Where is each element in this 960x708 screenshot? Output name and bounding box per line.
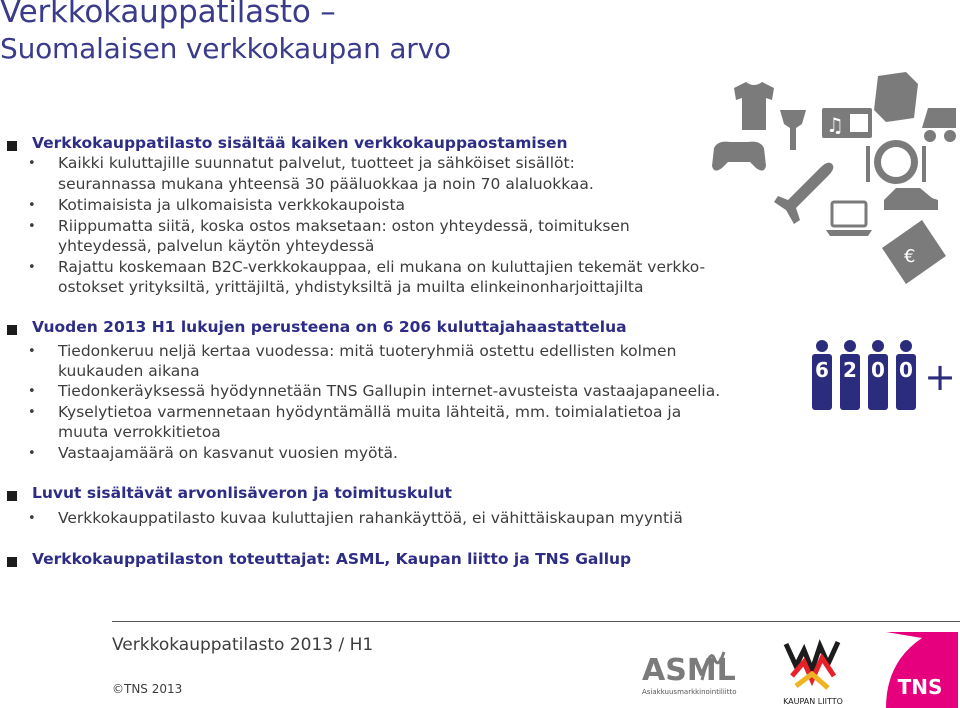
asml-wordmark: ASML <box>642 653 736 688</box>
tshirt-icon <box>734 82 774 130</box>
euro-note-icon <box>882 220 946 284</box>
tns-logo <box>882 632 958 708</box>
respondent-counter <box>810 340 960 420</box>
bullet-text: Riippumatta siitä, koska ostos maksetaan: oston yhteydessä, toimituksen <box>58 217 630 235</box>
svg-text:€: € <box>904 246 916 267</box>
stroller-icon <box>922 108 956 142</box>
counter-plus: + <box>924 355 956 399</box>
title-line-2: Suomalaisen verkkokaupan arvo <box>0 32 451 65</box>
footer-divider <box>112 621 960 622</box>
bullet-text: seurannassa mukana yhteensä 30 pääluokkaa ja noin 70 alaluokkaa. <box>58 175 594 193</box>
bullet-text: Kyselytietoa varmennetaan hyödyntämällä muita lähteitä, mm. toimialatietoa ja <box>58 403 682 421</box>
asml-subtitle: Asiakkuusmarkkinointiliitto <box>642 688 737 696</box>
asml-logo <box>640 646 745 698</box>
section-heading: Verkkokauppatilasto sisältää kaiken verkkokauppaostamisen <box>32 134 568 152</box>
bullet-dot: • <box>28 511 36 526</box>
section-marker <box>7 325 17 335</box>
bullet-text: Tiedonkeräyksessä hyödynnetään TNS Gallupin internet-avusteista vastaajapaneelia. <box>58 382 721 400</box>
bullet-dot: • <box>28 260 36 275</box>
bullet-text: ostokset yrityksiltä, yrittäjiltä, yhdistyksiltä ja muilta elinkeinonharjoittajilta <box>58 278 644 296</box>
power-plug-icon <box>780 110 806 150</box>
section-heading: Luvut sisältävät arvonlisäveron ja toimituskulut <box>32 484 452 502</box>
kaupan-liitto-label: KAUPAN LIITTO <box>783 697 843 706</box>
bullet-text: Kaikki kuluttajille suunnatut palvelut, tuotteet ja sähköiset sisällöt: <box>58 154 575 172</box>
car-icon <box>884 188 938 210</box>
category-icons <box>710 70 960 290</box>
music-video-icon <box>822 108 872 138</box>
bullet-text: kuukauden aikana <box>58 362 200 380</box>
bullet-dot: • <box>28 156 36 171</box>
bullet-text: muuta verrokkitietoa <box>58 423 221 441</box>
bullet-text: Kotimaisista ja ulkomaisista verkkokaupoista <box>58 196 406 214</box>
counter-digit: 6 <box>815 358 829 382</box>
counter-digit: 2 <box>843 358 857 382</box>
book-icon <box>874 72 918 122</box>
section-heading: Vuoden 2013 H1 lukujen perusteena on 6 206 kuluttajahaastattelua <box>32 318 627 336</box>
bullet-text: Tiedonkeruu neljä kertaa vuodessa: mitä tuoteryhmiä ostettu edellisten kolmen <box>58 342 677 360</box>
svg-text:♫: ♫ <box>826 113 844 137</box>
laptop-icon <box>826 202 872 236</box>
bullet-text: Verkkokauppatilasto kuvaa kuluttajien rahankäyttöä, ei vähittäiskaupan myyntiä <box>58 509 683 527</box>
tns-wordmark: TNS <box>897 675 943 699</box>
section-marker <box>7 557 17 567</box>
dining-icon <box>866 140 926 184</box>
counter-digit: 0 <box>899 358 913 382</box>
bullet-dot: • <box>28 198 36 213</box>
title-line-1: Verkkokauppatilasto – <box>0 0 336 30</box>
bullet-text: Rajattu koskemaan B2C-verkkokauppaa, eli mukana on kuluttajien tekemät verkko- <box>58 258 706 276</box>
bullet-dot: • <box>28 384 36 399</box>
bullet-dot: • <box>28 344 36 359</box>
bullet-dot: • <box>28 446 36 461</box>
footer-title: Verkkokauppatilasto 2013 / H1 <box>112 635 374 655</box>
counter-digit: 0 <box>871 358 885 382</box>
bullet-dot: • <box>28 219 36 234</box>
plane-icon <box>774 163 833 224</box>
section-heading: Verkkokauppatilaston toteuttajat: ASML, Kaupan liitto ja TNS Gallup <box>32 550 632 568</box>
section-marker <box>7 141 17 151</box>
kaupan-liitto-logo <box>782 636 844 708</box>
bullet-text: Vastaajamäärä on kasvanut vuosien myötä. <box>58 444 398 462</box>
section-marker <box>7 491 17 501</box>
bullet-dot: • <box>28 405 36 420</box>
gamepad-icon <box>712 142 766 171</box>
bullet-text: yhteydessä, palvelun käytön yhteydessä <box>58 237 375 255</box>
copyright: ©TNS 2013 <box>112 682 183 696</box>
